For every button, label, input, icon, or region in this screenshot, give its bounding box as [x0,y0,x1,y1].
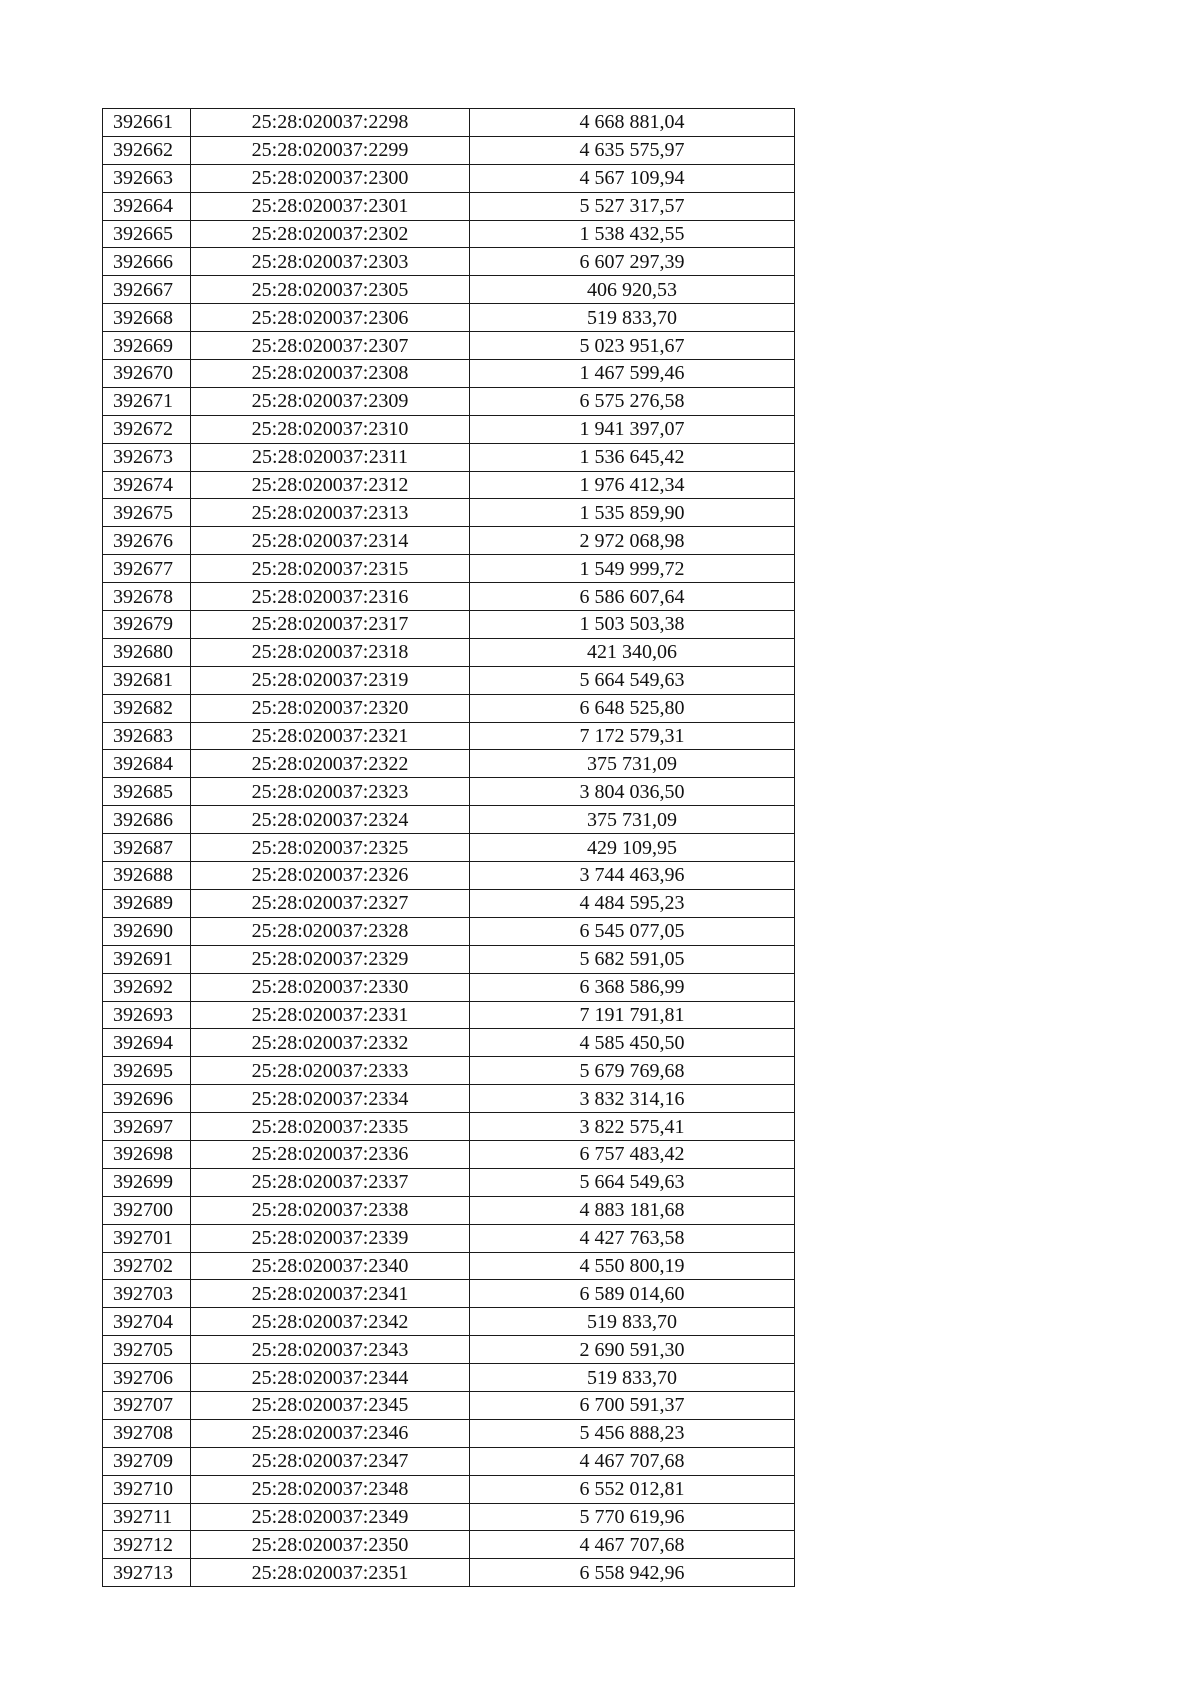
value-cell: 1 549 999,72 [470,555,795,583]
table-row [103,164,795,192]
row-number-cell: 392708 [103,1419,191,1447]
value-cell: 4 635 575,97 [470,136,795,164]
cadastral-number-cell: 25:28:020037:2300 [191,164,470,192]
value-cell: 6 607 297,39 [470,248,795,276]
row-number-cell: 392673 [103,443,191,471]
cadastral-number-cell: 25:28:020037:2325 [191,834,470,862]
row-number-cell: 392700 [103,1196,191,1224]
table-row [103,499,795,527]
table-row [103,973,795,1001]
row-number-cell: 392702 [103,1252,191,1280]
row-number-cell: 392670 [103,360,191,388]
value-cell: 6 558 942,96 [470,1559,795,1587]
value-cell: 1 467 599,46 [470,360,795,388]
table-row [103,1029,795,1057]
table-row [103,1503,795,1531]
row-number-cell: 392676 [103,527,191,555]
row-number-cell: 392695 [103,1057,191,1085]
table-row [103,192,795,220]
table-row [103,1001,795,1029]
row-number-cell: 392687 [103,834,191,862]
row-number-cell: 392685 [103,778,191,806]
value-cell: 519 833,70 [470,1308,795,1336]
value-cell: 3 804 036,50 [470,778,795,806]
cadastral-number-cell: 25:28:020037:2347 [191,1447,470,1475]
table-row [103,778,795,806]
table-row [103,834,795,862]
cadastral-number-cell: 25:28:020037:2339 [191,1224,470,1252]
cadastral-number-cell: 25:28:020037:2303 [191,248,470,276]
value-cell: 375 731,09 [470,806,795,834]
value-cell: 4 427 763,58 [470,1224,795,1252]
cadastral-number-cell: 25:28:020037:2345 [191,1391,470,1419]
value-cell: 5 664 549,63 [470,666,795,694]
row-number-cell: 392662 [103,136,191,164]
cadastral-number-cell: 25:28:020037:2338 [191,1196,470,1224]
row-number-cell: 392669 [103,332,191,360]
row-number-cell: 392661 [103,109,191,137]
cadastral-number-cell: 25:28:020037:2349 [191,1503,470,1531]
value-cell: 5 770 619,96 [470,1503,795,1531]
cadastral-number-cell: 25:28:020037:2344 [191,1364,470,1392]
value-cell: 1 535 859,90 [470,499,795,527]
table-row [103,945,795,973]
value-cell: 6 757 483,42 [470,1140,795,1168]
value-cell: 2 690 591,30 [470,1336,795,1364]
row-number-cell: 392697 [103,1113,191,1141]
table-row [103,443,795,471]
value-cell: 7 191 791,81 [470,1001,795,1029]
table-row [103,666,795,694]
table-row [103,1336,795,1364]
value-cell: 1 976 412,34 [470,471,795,499]
cadastral-number-cell: 25:28:020037:2305 [191,276,470,304]
table-row [103,806,795,834]
table-row [103,1085,795,1113]
cadastral-number-cell: 25:28:020037:2341 [191,1280,470,1308]
value-cell: 4 668 881,04 [470,109,795,137]
row-number-cell: 392703 [103,1280,191,1308]
row-number-cell: 392694 [103,1029,191,1057]
value-cell: 3 822 575,41 [470,1113,795,1141]
table-row [103,248,795,276]
row-number-cell: 392707 [103,1391,191,1419]
value-cell: 4 550 800,19 [470,1252,795,1280]
value-cell: 4 585 450,50 [470,1029,795,1057]
value-cell: 6 586 607,64 [470,583,795,611]
value-cell: 6 700 591,37 [470,1391,795,1419]
value-cell: 4 883 181,68 [470,1196,795,1224]
cadastral-number-cell: 25:28:020037:2323 [191,778,470,806]
table-row [103,862,795,890]
row-number-cell: 392704 [103,1308,191,1336]
cadastral-number-cell: 25:28:020037:2322 [191,750,470,778]
value-cell: 5 456 888,23 [470,1419,795,1447]
row-number-cell: 392712 [103,1531,191,1559]
value-cell: 519 833,70 [470,1364,795,1392]
value-cell: 4 467 707,68 [470,1447,795,1475]
row-number-cell: 392690 [103,917,191,945]
value-cell: 6 545 077,05 [470,917,795,945]
value-cell: 5 682 591,05 [470,945,795,973]
table-row [103,1196,795,1224]
row-number-cell: 392672 [103,415,191,443]
table-row [103,722,795,750]
row-number-cell: 392684 [103,750,191,778]
table-row [103,1475,795,1503]
table-row [103,1224,795,1252]
table-row [103,332,795,360]
row-number-cell: 392696 [103,1085,191,1113]
cadastral-number-cell: 25:28:020037:2351 [191,1559,470,1587]
table-row [103,1057,795,1085]
row-number-cell: 392665 [103,220,191,248]
table-row [103,360,795,388]
cadastral-number-cell: 25:28:020037:2324 [191,806,470,834]
cadastral-number-cell: 25:28:020037:2316 [191,583,470,611]
row-number-cell: 392711 [103,1503,191,1531]
value-cell: 1 538 432,55 [470,220,795,248]
row-number-cell: 392663 [103,164,191,192]
value-cell: 3 744 463,96 [470,862,795,890]
row-number-cell: 392699 [103,1168,191,1196]
value-cell: 421 340,06 [470,638,795,666]
cadastral-number-cell: 25:28:020037:2334 [191,1085,470,1113]
table-row [103,611,795,639]
table-row [103,415,795,443]
value-cell: 5 023 951,67 [470,332,795,360]
cadastral-number-cell: 25:28:020037:2321 [191,722,470,750]
table-row [103,1113,795,1141]
table-row [103,750,795,778]
value-cell: 6 575 276,58 [470,387,795,415]
table-row [103,1531,795,1559]
row-number-cell: 392713 [103,1559,191,1587]
row-number-cell: 392664 [103,192,191,220]
cadastral-value-table [102,108,795,1587]
cadastral-number-cell: 25:28:020037:2302 [191,220,470,248]
table-row [103,109,795,137]
cadastral-number-cell: 25:28:020037:2333 [191,1057,470,1085]
cadastral-number-cell: 25:28:020037:2348 [191,1475,470,1503]
cadastral-number-cell: 25:28:020037:2318 [191,638,470,666]
row-number-cell: 392691 [103,945,191,973]
row-number-cell: 392693 [103,1001,191,1029]
cadastral-number-cell: 25:28:020037:2331 [191,1001,470,1029]
row-number-cell: 392692 [103,973,191,1001]
row-number-cell: 392688 [103,862,191,890]
value-cell: 6 552 012,81 [470,1475,795,1503]
row-number-cell: 392667 [103,276,191,304]
cadastral-number-cell: 25:28:020037:2315 [191,555,470,583]
row-number-cell: 392683 [103,722,191,750]
cadastral-number-cell: 25:28:020037:2335 [191,1113,470,1141]
cadastral-number-cell: 25:28:020037:2350 [191,1531,470,1559]
table-row [103,220,795,248]
row-number-cell: 392674 [103,471,191,499]
table-row [103,1391,795,1419]
row-number-cell: 392689 [103,889,191,917]
row-number-cell: 392675 [103,499,191,527]
cadastral-number-cell: 25:28:020037:2311 [191,443,470,471]
row-number-cell: 392701 [103,1224,191,1252]
table-row [103,387,795,415]
table-row [103,136,795,164]
cadastral-number-cell: 25:28:020037:2343 [191,1336,470,1364]
row-number-cell: 392698 [103,1140,191,1168]
cadastral-number-cell: 25:28:020037:2298 [191,109,470,137]
table-row [103,304,795,332]
value-cell: 519 833,70 [470,304,795,332]
row-number-cell: 392680 [103,638,191,666]
cadastral-number-cell: 25:28:020037:2329 [191,945,470,973]
cadastral-number-cell: 25:28:020037:2313 [191,499,470,527]
table-row [103,1252,795,1280]
cadastral-number-cell: 25:28:020037:2346 [191,1419,470,1447]
table-row [103,917,795,945]
row-number-cell: 392706 [103,1364,191,1392]
cadastral-number-cell: 25:28:020037:2299 [191,136,470,164]
cadastral-number-cell: 25:28:020037:2301 [191,192,470,220]
value-cell: 6 368 586,99 [470,973,795,1001]
row-number-cell: 392710 [103,1475,191,1503]
table-row [103,1559,795,1587]
table-row [103,555,795,583]
cadastral-number-cell: 25:28:020037:2312 [191,471,470,499]
value-cell: 5 664 549,63 [470,1168,795,1196]
cadastral-number-cell: 25:28:020037:2320 [191,694,470,722]
table-row [103,1447,795,1475]
table-body [103,109,795,1587]
value-cell: 1 536 645,42 [470,443,795,471]
cadastral-number-cell: 25:28:020037:2310 [191,415,470,443]
row-number-cell: 392668 [103,304,191,332]
value-cell: 7 172 579,31 [470,722,795,750]
value-cell: 4 567 109,94 [470,164,795,192]
value-cell: 1 503 503,38 [470,611,795,639]
row-number-cell: 392686 [103,806,191,834]
table-row [103,1364,795,1392]
cadastral-number-cell: 25:28:020037:2332 [191,1029,470,1057]
row-number-cell: 392705 [103,1336,191,1364]
value-cell: 2 972 068,98 [470,527,795,555]
table-row [103,1308,795,1336]
value-cell: 429 109,95 [470,834,795,862]
row-number-cell: 392682 [103,694,191,722]
cadastral-number-cell: 25:28:020037:2340 [191,1252,470,1280]
cadastral-number-cell: 25:28:020037:2308 [191,360,470,388]
table-row [103,1280,795,1308]
table-row [103,471,795,499]
value-cell: 4 467 707,68 [470,1531,795,1559]
value-cell: 4 484 595,23 [470,889,795,917]
value-cell: 1 941 397,07 [470,415,795,443]
row-number-cell: 392666 [103,248,191,276]
row-number-cell: 392681 [103,666,191,694]
table-row [103,1140,795,1168]
table-row [103,638,795,666]
cadastral-number-cell: 25:28:020037:2319 [191,666,470,694]
cadastral-number-cell: 25:28:020037:2337 [191,1168,470,1196]
cadastral-number-cell: 25:28:020037:2327 [191,889,470,917]
value-cell: 406 920,53 [470,276,795,304]
table-row [103,276,795,304]
row-number-cell: 392678 [103,583,191,611]
table-row [103,1419,795,1447]
value-cell: 375 731,09 [470,750,795,778]
cadastral-number-cell: 25:28:020037:2328 [191,917,470,945]
cadastral-number-cell: 25:28:020037:2306 [191,304,470,332]
value-cell: 3 832 314,16 [470,1085,795,1113]
cadastral-number-cell: 25:28:020037:2330 [191,973,470,1001]
cadastral-number-cell: 25:28:020037:2307 [191,332,470,360]
row-number-cell: 392671 [103,387,191,415]
cadastral-number-cell: 25:28:020037:2342 [191,1308,470,1336]
table-row [103,889,795,917]
cadastral-number-cell: 25:28:020037:2309 [191,387,470,415]
table-row [103,694,795,722]
value-cell: 5 527 317,57 [470,192,795,220]
cadastral-number-cell: 25:28:020037:2336 [191,1140,470,1168]
cadastral-number-cell: 25:28:020037:2317 [191,611,470,639]
cadastral-number-cell: 25:28:020037:2326 [191,862,470,890]
value-cell: 5 679 769,68 [470,1057,795,1085]
table-row [103,583,795,611]
value-cell: 6 648 525,80 [470,694,795,722]
table-row [103,527,795,555]
table-row [103,1168,795,1196]
cadastral-number-cell: 25:28:020037:2314 [191,527,470,555]
row-number-cell: 392677 [103,555,191,583]
row-number-cell: 392709 [103,1447,191,1475]
value-cell: 6 589 014,60 [470,1280,795,1308]
row-number-cell: 392679 [103,611,191,639]
